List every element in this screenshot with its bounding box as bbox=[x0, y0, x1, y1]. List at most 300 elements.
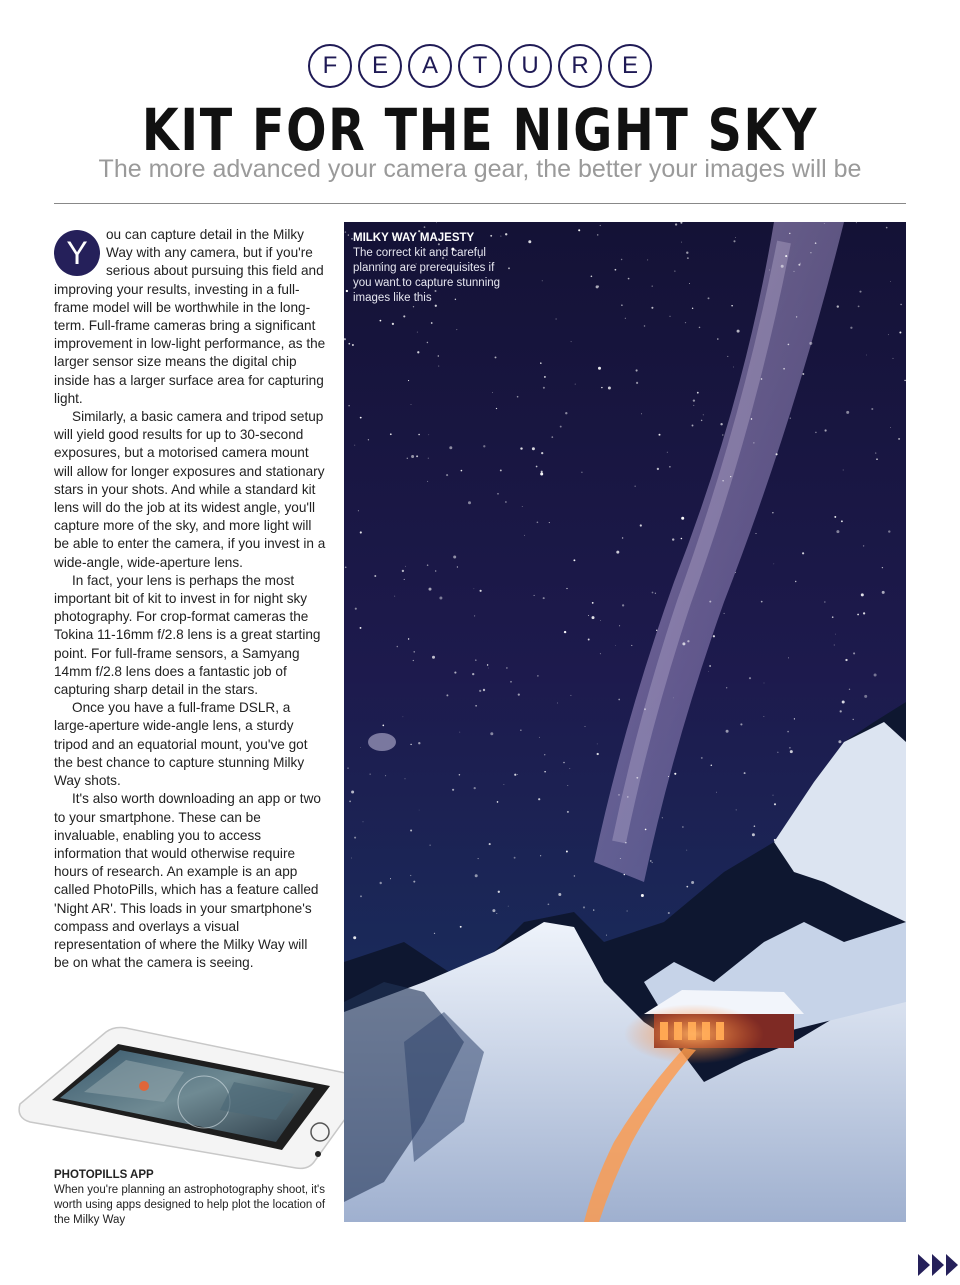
star bbox=[540, 362, 542, 364]
star bbox=[701, 757, 703, 759]
star bbox=[858, 305, 860, 307]
star bbox=[360, 627, 362, 629]
phone-caption bbox=[54, 1168, 334, 1228]
star bbox=[733, 367, 734, 368]
star bbox=[474, 787, 476, 789]
star bbox=[397, 646, 399, 648]
star bbox=[656, 630, 657, 631]
star bbox=[583, 906, 585, 908]
star bbox=[795, 581, 796, 582]
star bbox=[773, 795, 774, 796]
star bbox=[761, 601, 763, 603]
star bbox=[518, 694, 520, 696]
star bbox=[567, 811, 569, 813]
star bbox=[601, 387, 602, 388]
star bbox=[489, 843, 491, 845]
star bbox=[703, 415, 704, 416]
star bbox=[411, 404, 412, 405]
kicker-letter: U bbox=[508, 44, 552, 88]
star bbox=[392, 323, 394, 325]
star bbox=[709, 665, 711, 667]
star bbox=[722, 480, 723, 481]
star bbox=[597, 234, 599, 236]
star bbox=[764, 716, 765, 717]
star bbox=[636, 369, 638, 371]
star bbox=[736, 809, 737, 810]
star bbox=[756, 533, 757, 534]
star bbox=[348, 405, 349, 406]
star bbox=[689, 283, 690, 284]
star bbox=[824, 223, 825, 224]
star bbox=[538, 798, 540, 800]
star bbox=[453, 556, 456, 559]
star bbox=[346, 290, 348, 292]
star bbox=[687, 640, 689, 642]
star bbox=[574, 875, 575, 876]
star bbox=[790, 418, 791, 419]
star bbox=[681, 242, 682, 243]
star bbox=[773, 564, 774, 565]
star bbox=[600, 653, 601, 654]
star bbox=[548, 903, 550, 905]
star bbox=[505, 501, 507, 503]
star bbox=[790, 750, 793, 753]
star bbox=[483, 689, 485, 691]
star bbox=[673, 698, 674, 699]
star bbox=[403, 716, 404, 717]
star bbox=[687, 257, 689, 259]
star bbox=[616, 551, 619, 554]
star bbox=[886, 227, 888, 229]
star bbox=[631, 645, 632, 646]
star bbox=[429, 588, 432, 591]
star bbox=[859, 291, 861, 293]
star bbox=[892, 358, 893, 359]
star bbox=[693, 405, 694, 406]
star bbox=[385, 775, 386, 776]
star bbox=[479, 690, 481, 692]
star bbox=[551, 436, 553, 438]
star bbox=[598, 286, 599, 287]
star bbox=[624, 874, 625, 875]
star bbox=[585, 726, 586, 727]
kicker-letter: E bbox=[358, 44, 402, 88]
star bbox=[569, 768, 570, 769]
star bbox=[824, 602, 825, 603]
star bbox=[578, 229, 580, 231]
star bbox=[347, 767, 348, 768]
star bbox=[348, 235, 349, 236]
star bbox=[417, 332, 418, 333]
star bbox=[600, 225, 601, 226]
kicker-letter: R bbox=[558, 44, 602, 88]
star bbox=[413, 306, 414, 307]
article-paragraph bbox=[54, 226, 326, 408]
star bbox=[722, 434, 723, 435]
star bbox=[560, 426, 562, 428]
star bbox=[506, 667, 507, 668]
star bbox=[544, 376, 546, 378]
star bbox=[708, 671, 709, 672]
kicker-letter: F bbox=[308, 44, 352, 88]
star bbox=[622, 537, 623, 538]
star bbox=[800, 263, 801, 264]
star bbox=[621, 259, 622, 260]
star bbox=[662, 817, 663, 818]
star bbox=[436, 222, 437, 223]
article-paragraph: Similarly, a basic camera and tripod setup will yield good results for up to 30-second exposures, but a motorised camera mount will allow for longer exposures and stationary stars in your shots. And while a standard kit lens will do the job at its widest angle, you'll capture more of the sky, and more light will be able to enter the camera, if you invest in a wide-angle, wide-aperture lens. bbox=[54, 409, 326, 570]
star bbox=[882, 567, 883, 568]
star bbox=[810, 252, 811, 253]
star bbox=[497, 801, 499, 803]
star bbox=[345, 566, 347, 568]
star bbox=[890, 281, 891, 282]
star bbox=[514, 857, 516, 859]
star bbox=[571, 341, 572, 342]
star bbox=[581, 472, 582, 473]
star bbox=[815, 242, 817, 244]
star bbox=[789, 747, 791, 749]
star bbox=[636, 382, 638, 384]
star bbox=[802, 373, 804, 375]
star bbox=[635, 486, 636, 487]
star bbox=[555, 318, 556, 319]
triple-chevron-right-icon[interactable] bbox=[918, 1250, 960, 1280]
star bbox=[408, 638, 409, 639]
star bbox=[681, 538, 683, 540]
star bbox=[726, 730, 729, 733]
star bbox=[838, 740, 841, 743]
star bbox=[402, 570, 404, 572]
star bbox=[620, 858, 621, 859]
star bbox=[520, 447, 522, 449]
star bbox=[668, 912, 670, 914]
star bbox=[410, 829, 412, 831]
star bbox=[368, 439, 369, 440]
star bbox=[861, 593, 864, 596]
star bbox=[730, 476, 731, 477]
star bbox=[836, 530, 839, 533]
photo-caption-text: The correct kit and careful planning are prerequisites if you want to capture stunning images like this bbox=[353, 247, 501, 304]
star bbox=[596, 285, 599, 288]
star bbox=[405, 778, 406, 779]
star bbox=[825, 429, 827, 431]
star bbox=[459, 774, 461, 776]
star bbox=[713, 635, 715, 637]
star bbox=[740, 723, 742, 725]
star bbox=[418, 434, 420, 436]
star bbox=[787, 731, 789, 733]
star bbox=[454, 672, 456, 674]
star bbox=[460, 926, 462, 928]
star bbox=[380, 882, 382, 884]
star bbox=[682, 826, 683, 827]
star bbox=[543, 387, 545, 389]
star bbox=[575, 384, 576, 385]
star bbox=[475, 705, 477, 707]
star bbox=[788, 344, 790, 346]
star bbox=[593, 909, 594, 910]
star bbox=[413, 660, 414, 661]
star bbox=[537, 521, 539, 523]
star bbox=[382, 725, 384, 727]
star bbox=[890, 427, 891, 428]
star bbox=[468, 501, 471, 504]
star bbox=[864, 695, 867, 698]
star bbox=[434, 933, 435, 934]
star bbox=[597, 744, 598, 745]
star bbox=[405, 566, 406, 567]
star bbox=[517, 396, 519, 398]
star bbox=[360, 895, 362, 897]
star bbox=[588, 615, 589, 616]
star bbox=[709, 601, 711, 603]
star bbox=[600, 620, 601, 621]
star bbox=[686, 886, 688, 888]
star bbox=[524, 535, 525, 536]
star bbox=[446, 694, 448, 696]
star bbox=[608, 387, 611, 390]
star bbox=[360, 531, 362, 533]
star bbox=[419, 810, 420, 811]
star bbox=[783, 368, 785, 370]
star bbox=[549, 522, 550, 523]
star bbox=[354, 445, 355, 446]
star bbox=[618, 699, 620, 701]
star bbox=[850, 327, 852, 329]
star bbox=[536, 466, 538, 468]
article-paragraph: Once you have a full-frame DSLR, a large-aperture wide-angle lens, a sturdy tripod and an equatorial mount, you've got the best chance to capture stunning Milky Way shots. bbox=[54, 700, 308, 789]
star bbox=[438, 366, 439, 367]
star bbox=[641, 413, 642, 414]
star bbox=[541, 452, 543, 454]
star bbox=[781, 265, 784, 268]
star bbox=[647, 259, 648, 260]
star bbox=[424, 226, 426, 228]
star bbox=[592, 602, 594, 604]
feature-kicker bbox=[0, 44, 960, 88]
star bbox=[672, 538, 674, 540]
star bbox=[622, 604, 624, 606]
star bbox=[591, 276, 593, 278]
star bbox=[504, 784, 505, 785]
star bbox=[753, 442, 754, 443]
star bbox=[410, 875, 411, 876]
star bbox=[541, 471, 543, 473]
star bbox=[621, 304, 623, 306]
star bbox=[674, 271, 675, 272]
star bbox=[735, 572, 736, 573]
article-paragraph: In fact, your lens is perhaps the most important bit of kit to invest in for night sky photography. For crop-format cameras the Tokina 11-16mm f/2.8 lens is a great starting point. For full-frame sensors, a Samyang 14mm f/2.8 lens does a fantastic job of capturing sharp detail in the stars. bbox=[54, 572, 321, 698]
star bbox=[483, 445, 485, 447]
star bbox=[566, 851, 568, 853]
star bbox=[446, 474, 448, 476]
star bbox=[498, 891, 500, 893]
star bbox=[625, 842, 626, 843]
photo-caption bbox=[353, 231, 513, 306]
star bbox=[856, 222, 857, 223]
star bbox=[352, 344, 354, 346]
star bbox=[370, 774, 371, 775]
star bbox=[724, 613, 725, 614]
star bbox=[874, 674, 877, 677]
star bbox=[478, 858, 479, 859]
star bbox=[403, 315, 405, 317]
star bbox=[452, 789, 454, 791]
standfirst: The more advanced your camera gear, the better your images will be bbox=[98, 155, 862, 183]
star bbox=[407, 458, 408, 459]
star bbox=[681, 517, 684, 520]
star bbox=[674, 773, 676, 775]
star bbox=[650, 860, 651, 861]
star bbox=[774, 803, 776, 805]
star bbox=[744, 772, 746, 774]
star bbox=[457, 566, 458, 567]
star bbox=[520, 730, 521, 731]
star bbox=[651, 307, 653, 309]
kicker-letter: T bbox=[458, 44, 502, 88]
star bbox=[682, 642, 685, 645]
star bbox=[627, 910, 628, 911]
star bbox=[904, 380, 905, 381]
star bbox=[558, 893, 561, 896]
star bbox=[540, 855, 541, 856]
star bbox=[863, 612, 865, 614]
star bbox=[459, 732, 460, 733]
star bbox=[449, 446, 452, 449]
star bbox=[815, 432, 817, 434]
star bbox=[809, 342, 812, 345]
star bbox=[737, 330, 740, 333]
star bbox=[427, 481, 428, 482]
phone-caption-text: When you're planning an astrophotography shoot, it's worth using apps designed to help plot the location of the Milky Way bbox=[54, 1184, 326, 1226]
article-paragraph-text: ou can capture detail in the Milky Way with any camera, but if you're serious about pursuing this field and improving your results, investing in a full-frame model will be worthwhile in the long-term. Full-frame cameras bring a significant improvement in low-light performance, as the larger sensor size means the digital chip inside has a larger surface area for capturing light. bbox=[54, 227, 326, 406]
star bbox=[717, 338, 719, 340]
star bbox=[888, 334, 889, 335]
drop-cap: Y bbox=[54, 230, 100, 276]
star bbox=[615, 269, 617, 271]
star bbox=[456, 329, 457, 330]
star bbox=[618, 794, 619, 795]
star bbox=[597, 753, 599, 755]
star bbox=[697, 392, 699, 394]
kicker-letter: A bbox=[408, 44, 452, 88]
star bbox=[840, 710, 842, 712]
star bbox=[542, 280, 543, 281]
star bbox=[669, 316, 670, 317]
star bbox=[644, 708, 646, 710]
star bbox=[570, 695, 571, 696]
star bbox=[390, 878, 391, 879]
star bbox=[788, 657, 789, 658]
star bbox=[641, 894, 644, 897]
star bbox=[496, 913, 497, 914]
star bbox=[898, 438, 900, 440]
star bbox=[652, 285, 653, 286]
star bbox=[751, 418, 752, 419]
star bbox=[345, 231, 346, 232]
star bbox=[588, 639, 590, 641]
star bbox=[794, 271, 795, 272]
star bbox=[461, 470, 463, 472]
star bbox=[711, 765, 713, 767]
phone-caption-title: PHOTOPILLS APP bbox=[54, 1169, 154, 1181]
star bbox=[645, 829, 647, 831]
star bbox=[615, 645, 616, 646]
star bbox=[837, 305, 839, 307]
star bbox=[374, 575, 376, 577]
divider bbox=[54, 203, 906, 204]
star bbox=[853, 719, 854, 720]
star bbox=[411, 455, 414, 458]
star bbox=[380, 320, 382, 322]
star bbox=[871, 408, 873, 410]
star bbox=[540, 473, 543, 476]
star bbox=[363, 821, 364, 822]
star bbox=[693, 399, 695, 401]
star bbox=[699, 327, 701, 329]
star bbox=[438, 355, 439, 356]
star bbox=[496, 408, 497, 409]
star bbox=[846, 411, 849, 414]
star bbox=[354, 837, 356, 839]
star bbox=[537, 675, 538, 676]
star bbox=[834, 645, 835, 646]
star bbox=[360, 417, 362, 419]
star bbox=[834, 516, 836, 518]
star bbox=[598, 367, 601, 370]
star bbox=[566, 588, 567, 589]
star bbox=[360, 747, 361, 748]
page-title: KIT FOR THE NIGHT SKY bbox=[141, 96, 819, 164]
star bbox=[772, 512, 773, 513]
star bbox=[769, 269, 770, 270]
star bbox=[668, 776, 669, 777]
star bbox=[351, 791, 354, 794]
star bbox=[731, 305, 732, 306]
star bbox=[733, 240, 735, 242]
star bbox=[414, 651, 415, 652]
star bbox=[843, 469, 844, 470]
star bbox=[796, 316, 797, 317]
star bbox=[640, 524, 642, 526]
star bbox=[659, 434, 661, 436]
star bbox=[390, 433, 392, 435]
star bbox=[416, 455, 418, 457]
star bbox=[888, 530, 890, 532]
milky-way-photo bbox=[344, 222, 906, 1222]
star bbox=[427, 564, 429, 566]
star bbox=[544, 754, 545, 755]
star bbox=[500, 469, 502, 471]
star bbox=[418, 742, 420, 744]
star bbox=[563, 762, 565, 764]
star bbox=[899, 332, 901, 334]
star bbox=[534, 595, 535, 596]
star bbox=[752, 833, 755, 836]
star bbox=[428, 458, 429, 459]
star bbox=[686, 252, 688, 254]
star bbox=[404, 579, 405, 580]
star bbox=[567, 785, 568, 786]
star bbox=[644, 325, 645, 326]
star bbox=[573, 559, 575, 561]
star bbox=[875, 452, 876, 453]
star bbox=[794, 718, 795, 719]
star bbox=[413, 881, 415, 883]
star bbox=[789, 233, 790, 234]
star bbox=[619, 625, 620, 626]
